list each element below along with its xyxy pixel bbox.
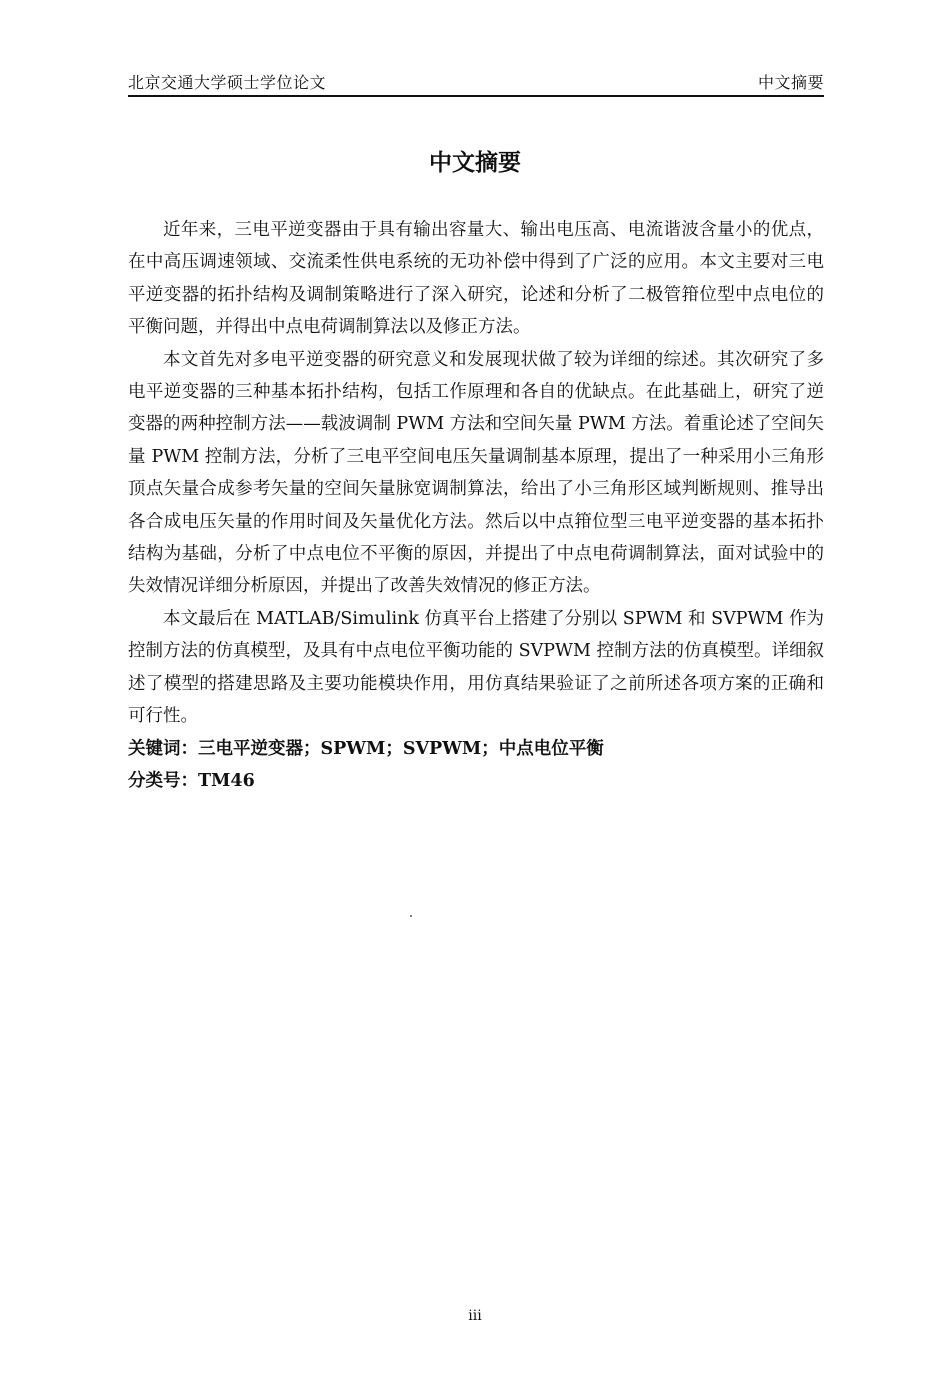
abstract-paragraph-2: 本文首先对多电平逆变器的研究意义和发展现状做了较为详细的综述。其次研究了多电平逆变器的三种基本拓扑结构，包括工作原理和各自的优缺点。在此基础上，研究了逆变器的两种控制方法——载波调制 PWM 方法和空间矢量 PWM 方法。着重论述了空间矢量 PWM 控制方法，分析了三电平空间电压矢量调制基本原理，提出了一种采用小三角形顶点矢量合成参考矢量的空间矢量脉宽调制算法，给出了小三角形区域判断规则、推导出各合成电压矢量的作用时间及矢量优化方法。然后以中点箝位型三电平逆变器的基本拓扑结构为基础，分析了中点电位不平衡的原因，并提出了中点电荷调制算法，面对试验中的失效情况详细分析原因，并提出了改善失效情况的修正方法。 [128, 349, 824, 597]
keywords-line [128, 733, 824, 765]
abstract-paragraph-1: 近年来，三电平逆变器由于具有输出容量大、输出电压高、电流谐波含量小的优点，在中高压调速领域、交流柔性供电系统的无功补偿中得到了广泛的应用。本文主要对三电平逆变器的拓扑结构及调制策略进行了深入研究，论述和分析了二极管箝位型中点电位的平衡问题，并得出中点电荷调制算法以及修正方法。 [128, 220, 824, 338]
classification-label: 分类号： [128, 770, 198, 791]
header-thesis-name: 北京交通大学硕士学位论文 [128, 73, 327, 92]
abstract-body [128, 214, 824, 797]
classification-value: TM46 [198, 770, 255, 791]
header-section-name: 中文摘要 [757, 73, 824, 92]
abstract-paragraph-3: 本文最后在 MATLAB/Simulink 仿真平台上搭建了分别以 SPWM 和 SVPWM 作为控制方法的仿真模型，及具有中点电位平衡功能的 SVPWM 控制方法的仿真模型。详细叙述了模型的搭建思路及主要功能模块作用，用仿真结果验证了之前所述各项方案的正确和可行性。 [128, 608, 824, 727]
running-header [128, 71, 824, 97]
classification-line [128, 765, 824, 797]
keywords-value: 三电平逆变器；SPWM；SVPWM；中点电位平衡 [198, 738, 604, 759]
page-number: iii [468, 1308, 482, 1324]
keywords-label: 关键词： [128, 738, 198, 759]
page-title: 中文摘要 [429, 150, 521, 176]
scan-speck [410, 915, 412, 917]
